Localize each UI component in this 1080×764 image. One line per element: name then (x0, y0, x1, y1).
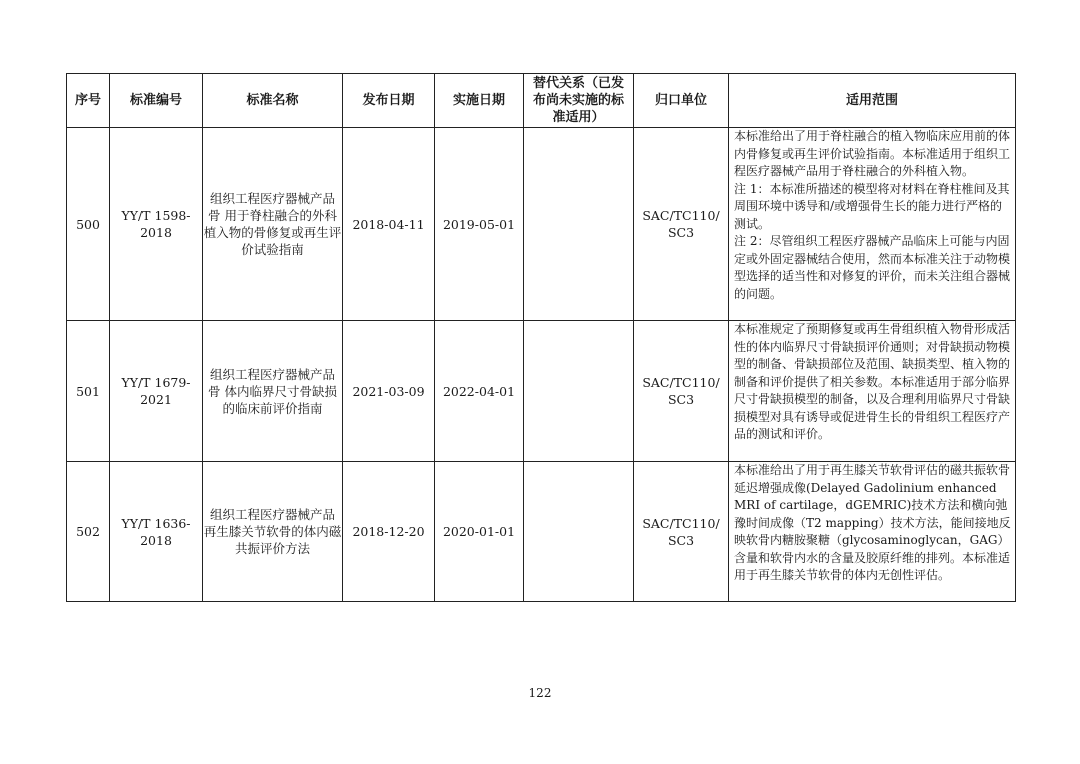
header-implement-date: 实施日期 (435, 74, 524, 128)
cell-replacement (524, 321, 634, 462)
header-row (67, 74, 1016, 128)
cell-scope (729, 128, 1016, 321)
cell-implement-date: 2020-01-01 (435, 462, 524, 602)
cell-unit: SAC/TC110/SC3 (634, 128, 729, 321)
header-seq: 序号 (67, 74, 110, 128)
header-code: 标准编号 (110, 74, 203, 128)
cell-publish-date: 2018-04-11 (343, 128, 435, 321)
cell-code: YY/T 1679-2021 (110, 321, 203, 462)
header-name: 标准名称 (203, 74, 343, 128)
header-scope: 适用范围 (729, 74, 1016, 128)
scope-note-1: 注 1：本标准所描述的模型将对材料在脊柱椎间及其周围环境中诱导和/或增强骨生长的能力进行严格的测试。 (734, 181, 1010, 231)
scope-paragraph: 本标准规定了预期修复或再生骨组织植入物骨形成活性的体内临界尺寸骨缺损评价通则；对骨缺损动物模型的制备、骨缺损部位及范围、缺损类型、植入物的制备和评价提供了相关参数。本标准适用于部分临界尺寸骨缺损模型的制备，以及合理利用临界尺寸骨缺损模型对具有诱导或促进骨生长的骨组织工程医疗产品的测试和评价。 (734, 322, 1011, 441)
header-unit: 归口单位 (634, 74, 729, 128)
cell-code: YY/T 1598-2018 (110, 128, 203, 321)
table-row (67, 462, 1016, 602)
cell-implement-date: 2022-04-01 (435, 321, 524, 462)
page-number: 122 (528, 686, 552, 700)
cell-replacement (524, 128, 634, 321)
cell-seq: 501 (67, 321, 110, 462)
cell-code: YY/T 1636-2018 (110, 462, 203, 602)
cell-unit: SAC/TC110/SC3 (634, 462, 729, 602)
table-row (67, 321, 1016, 462)
header-publish-date: 发布日期 (343, 74, 435, 128)
cell-replacement (524, 462, 634, 602)
cell-scope (729, 321, 1016, 462)
cell-name: 组织工程医疗器械产品 骨 体内临界尺寸骨缺损的临床前评价指南 (203, 321, 343, 462)
cell-publish-date: 2018-12-20 (343, 462, 435, 602)
cell-publish-date: 2021-03-09 (343, 321, 435, 462)
cell-implement-date: 2019-05-01 (435, 128, 524, 321)
cell-name: 组织工程医疗器械产品 再生膝关节软骨的体内磁共振评价方法 (203, 462, 343, 602)
cell-scope (729, 462, 1016, 602)
cell-seq: 502 (67, 462, 110, 602)
scope-paragraph: 本标准给出了用于脊柱融合的植入物临床应用前的体内骨修复或再生评价试验指南。本标准适用于组织工程医疗器械产品用于脊柱融合的外科植入物。 (734, 129, 1011, 178)
scope-paragraph: 本标准给出了用于再生膝关节软骨评估的磁共振软骨延迟增强成像(Delayed Gadolinium enhanced MRI of cartilage，dGEMRIC)技术方法和横向弛豫时间成像（T2 mapping）技术方法，能间接地反映软骨内糖胺聚糖（glycosaminoglycan，GAG）含量和软骨内水的含量及胶原纤维的排列。本标准适用于再生膝关节软骨的体内无创性评估。 (734, 463, 1011, 582)
cell-seq: 500 (67, 128, 110, 321)
standards-table (66, 73, 1016, 602)
table-row (67, 128, 1016, 321)
cell-unit: SAC/TC110/SC3 (634, 321, 729, 462)
header-replacement: 替代关系（已发布尚未实施的标准适用） (524, 74, 634, 128)
cell-name: 组织工程医疗器械产品 骨 用于脊柱融合的外科植入物的骨修复或再生评价试验指南 (203, 128, 343, 321)
scope-note-2: 注 2：尽管组织工程医疗器械产品临床上可能与内固定或外固定器械结合使用，然而本标准关注于动物模型选择的适当性和对修复的评价，而未关注组合器械的问题。 (734, 234, 1011, 301)
